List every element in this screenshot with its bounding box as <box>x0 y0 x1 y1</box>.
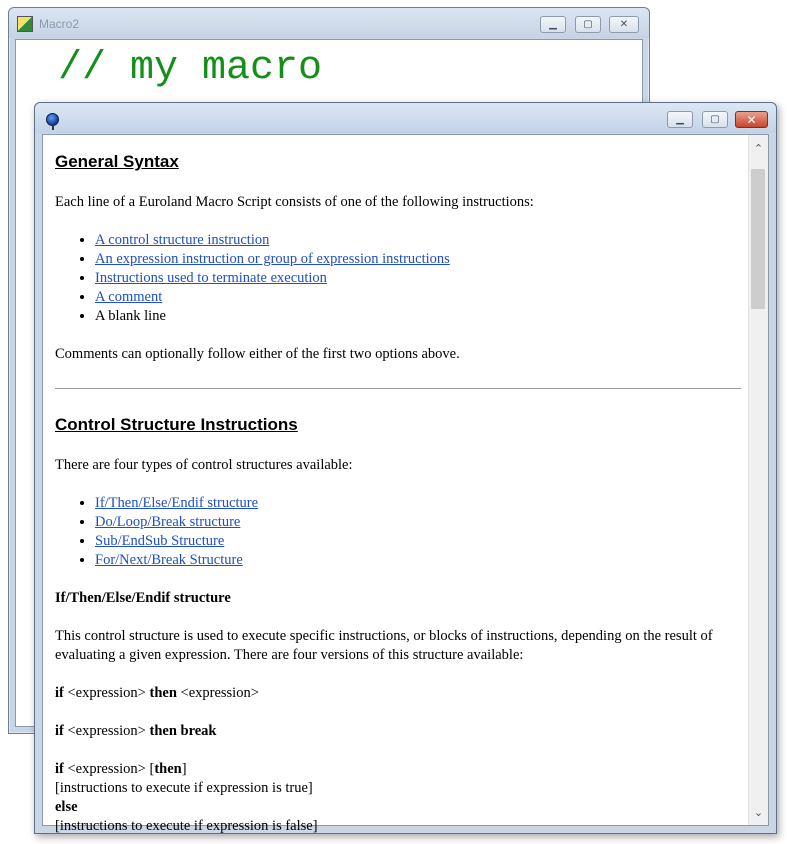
minimize-button[interactable] <box>540 16 566 33</box>
list-item[interactable] <box>95 494 741 513</box>
control-structures-heading: Control Structure Instructions <box>55 415 298 434</box>
link-control-structure[interactable]: A control structure instruction <box>95 232 270 248</box>
list-item[interactable] <box>95 551 741 570</box>
if-section-paragraph: This control structure is used to execute specific instructions, or blocks of instructions, depending on the result of evaluating a given expression. There are four versions of this structure available: <box>55 628 713 663</box>
scrollbar-thumb[interactable] <box>751 169 765 309</box>
link-if-then-else[interactable]: If/Then/Else/Endif structure <box>95 495 259 511</box>
help-app-icon <box>46 113 59 126</box>
minimize-icon: ▁ <box>676 114 684 125</box>
link-sub-endsub[interactable]: Sub/EndSub Structure <box>95 533 225 549</box>
help-titlebar[interactable] <box>35 103 776 133</box>
vertical-scrollbar[interactable] <box>748 135 768 825</box>
close-button[interactable] <box>609 16 639 33</box>
list-item[interactable] <box>95 513 741 532</box>
macro-app-icon <box>17 16 33 32</box>
minimize-icon: ▁ <box>549 19 557 30</box>
link-for-next[interactable]: For/Next/Break Structure <box>95 552 243 568</box>
maximize-icon: ▢ <box>583 19 593 30</box>
help-maximize-button[interactable] <box>702 111 728 128</box>
close-icon: ✕ <box>619 19 629 30</box>
link-do-loop[interactable]: Do/Loop/Break structure <box>95 514 241 530</box>
macro-editor-titlebar[interactable] <box>9 8 649 38</box>
link-expression-instruction[interactable]: An expression instruction or group of expression instructions <box>95 251 450 267</box>
if-section-heading: If/Then/Else/Endif structure <box>55 590 231 606</box>
list-item[interactable] <box>95 288 741 307</box>
maximize-icon: ▢ <box>710 114 720 125</box>
control-structure-list <box>55 494 741 570</box>
instruction-list <box>55 231 741 326</box>
blank-line-text: A blank line <box>95 308 166 324</box>
help-minimize-button[interactable] <box>667 111 693 128</box>
syntax-line-3-body: [instructions to execute if expression is true] <box>55 780 313 796</box>
list-item[interactable] <box>95 250 741 269</box>
close-icon: ✕ <box>746 112 757 127</box>
help-close-button[interactable] <box>735 111 768 128</box>
macro-window-title: Macro2 <box>39 17 80 31</box>
control-structures-intro: There are four types of control structures available: <box>55 457 353 473</box>
maximize-button[interactable] <box>575 16 601 33</box>
code-line[interactable]: // my macro <box>58 46 323 91</box>
syntax-line-3: if <expression> [then] <box>55 761 187 777</box>
general-syntax-heading: General Syntax <box>55 152 179 171</box>
syntax-else: else <box>55 799 78 815</box>
scroll-up-arrow-icon[interactable]: ⌃ <box>753 141 764 155</box>
help-content-area <box>42 134 769 834</box>
link-terminate-execution[interactable]: Instructions used to terminate execution <box>95 270 327 286</box>
comments-note: Comments can optionally follow either of the first two options above. <box>55 346 460 362</box>
list-item[interactable] <box>95 269 741 288</box>
general-syntax-intro: Each line of a Euroland Macro Script consists of one of the following instructions: <box>55 194 534 210</box>
list-item[interactable] <box>95 532 741 551</box>
section-divider <box>55 388 741 389</box>
syntax-line-2: if <expression> then break <box>55 723 217 739</box>
link-comment[interactable]: A comment <box>95 289 163 305</box>
syntax-line-1: if <expression> then <expression> <box>55 685 259 701</box>
list-item <box>95 307 741 326</box>
syntax-else-body: [instructions to execute if expression is false] <box>55 818 318 834</box>
help-document <box>55 135 741 834</box>
scroll-down-arrow-icon[interactable]: ⌄ <box>753 805 764 819</box>
help-window <box>34 102 777 834</box>
list-item[interactable] <box>95 231 741 250</box>
